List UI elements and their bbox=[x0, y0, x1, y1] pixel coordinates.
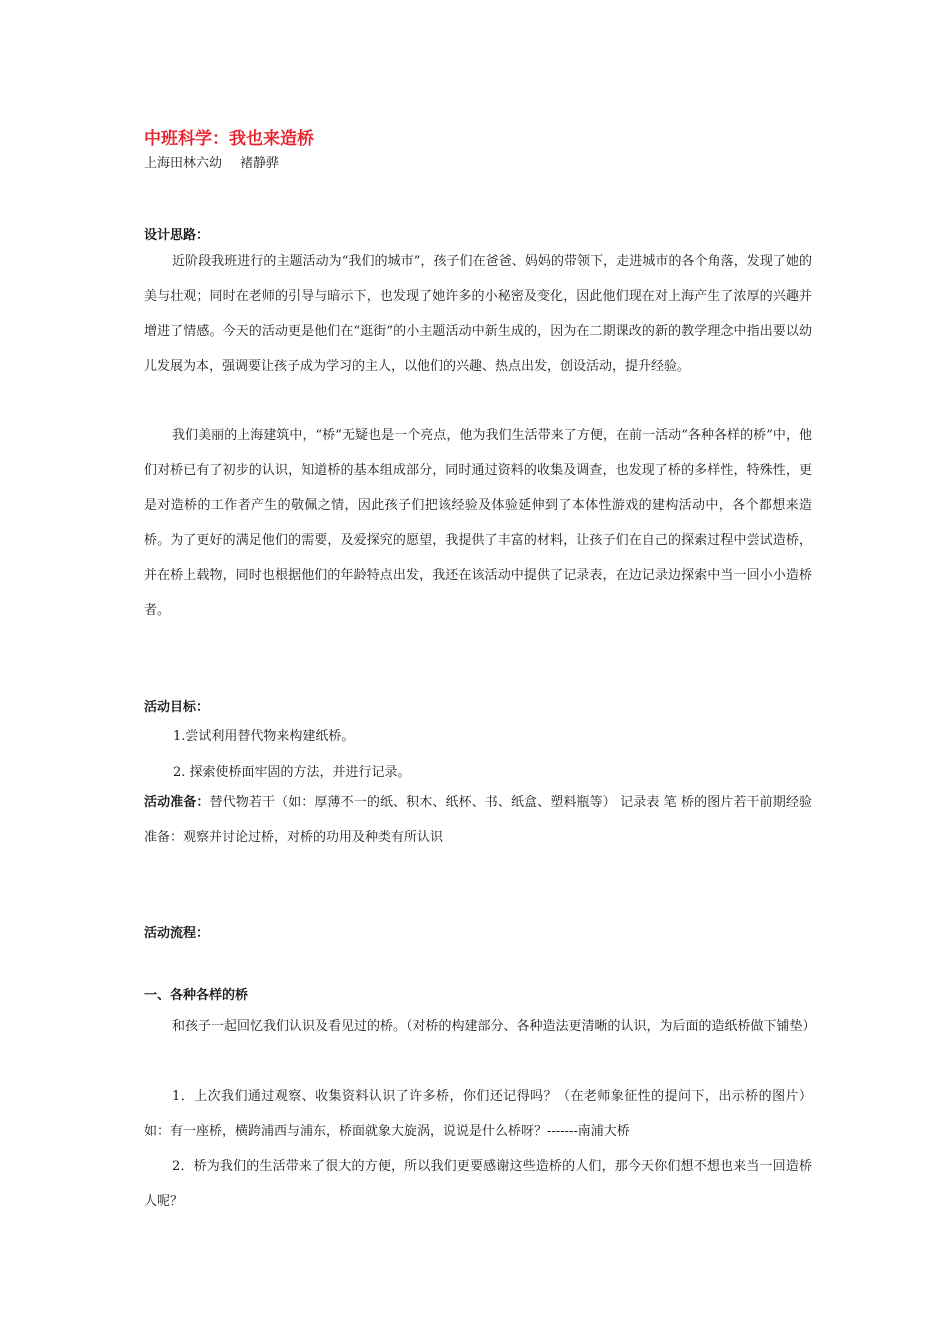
design-paragraph-2: 我们美丽的上海建筑中，“桥”无疑也是一个亮点，他为我们生活带来了方便，在前一活动“各种各样的桥”中，他们对桥已有了初步的认识，知道桥的基本组成部分，同时通过资料的收集及调查，也发现了桥的多样性，特殊性，更是对造桥的工作者产生的敬佩之情，因此孩子们把该经验及体验延伸到了本体性游戏的建构活动中，各个都想来造桥。为了更好的满足他们的需要，及爱探究的愿望，我提供了丰富的材料，让孩子们在自己的探索过程中尝试造桥，并在桥上载物，同时也根据他们的年龄特点出发，我还在该活动中提供了记录表，在边记录边探索中当一回小小造桥者。 bbox=[144, 428, 812, 618]
author-name: 褚静骅 bbox=[240, 156, 280, 171]
preparation-label: 活动准备： bbox=[144, 795, 210, 810]
goal-item-2: 2. 探索使桥面牢固的方法，并进行记录。 bbox=[173, 765, 411, 780]
goal-item-1: 1.尝试利用替代物来构建纸桥。 bbox=[173, 729, 355, 744]
design-paragraph-1: 近阶段我班进行的主题活动为“我们的城市”，孩子们在爸爸、妈妈的带领下，走进城市的各个角落，发现了她的美与壮观；同时在老师的引导与暗示下，也发现了她许多的小秘密及变化，因此他们现在对上海产生了浓厚的兴趣并增进了情感。今天的活动更是他们在“逛街”的小主题活动中新生成的，因为在二期课改的新的教学理念中指出要以幼儿发展为本，强调要让孩子成为学习的主人，以他们的兴趣、热点出发，创设活动，提升经验。 bbox=[144, 254, 812, 374]
design-heading: 设计思路： bbox=[144, 228, 210, 243]
document-title: 中班科学：我也来造桥 bbox=[144, 129, 314, 149]
section-1-step-1: 1．上次我们通过观察、收集资料认识了许多桥，你们还记得吗？（在老师象征性的提问下，出示桥的图片）如：有一座桥，横跨浦西与浦东，桥面就象大旋涡，说说是什么桥呀？-------南浦大桥 bbox=[144, 1089, 812, 1139]
preparation-text: 替代物若干（如：厚薄不一的纸、积木、纸杯、书、纸盒、塑料瓶等） 记录表 笔 桥的图片若干前期经验准备：观察并讨论过桥，对桥的功用及种类有所认识 bbox=[144, 795, 812, 845]
section-1-step-2: 2．桥为我们的生活带来了很大的方便，所以我们更要感谢这些造桥的人们，那今天你们想不想也来当一回造桥人呢？ bbox=[144, 1159, 812, 1209]
author-line bbox=[144, 152, 279, 171]
flow-heading: 活动流程： bbox=[144, 926, 210, 941]
preparation-paragraph bbox=[144, 785, 812, 855]
section-1-intro: 和孩子一起回忆我们认识及看见过的桥。（对桥的构建部分、各种造法更清晰的认识，为后面的造纸桥做下铺垫） bbox=[172, 1019, 816, 1034]
goals-heading: 活动目标： bbox=[144, 700, 210, 715]
author-school: 上海田林六幼 bbox=[144, 156, 223, 171]
section-1-heading: 一、各种各样的桥 bbox=[144, 988, 249, 1003]
